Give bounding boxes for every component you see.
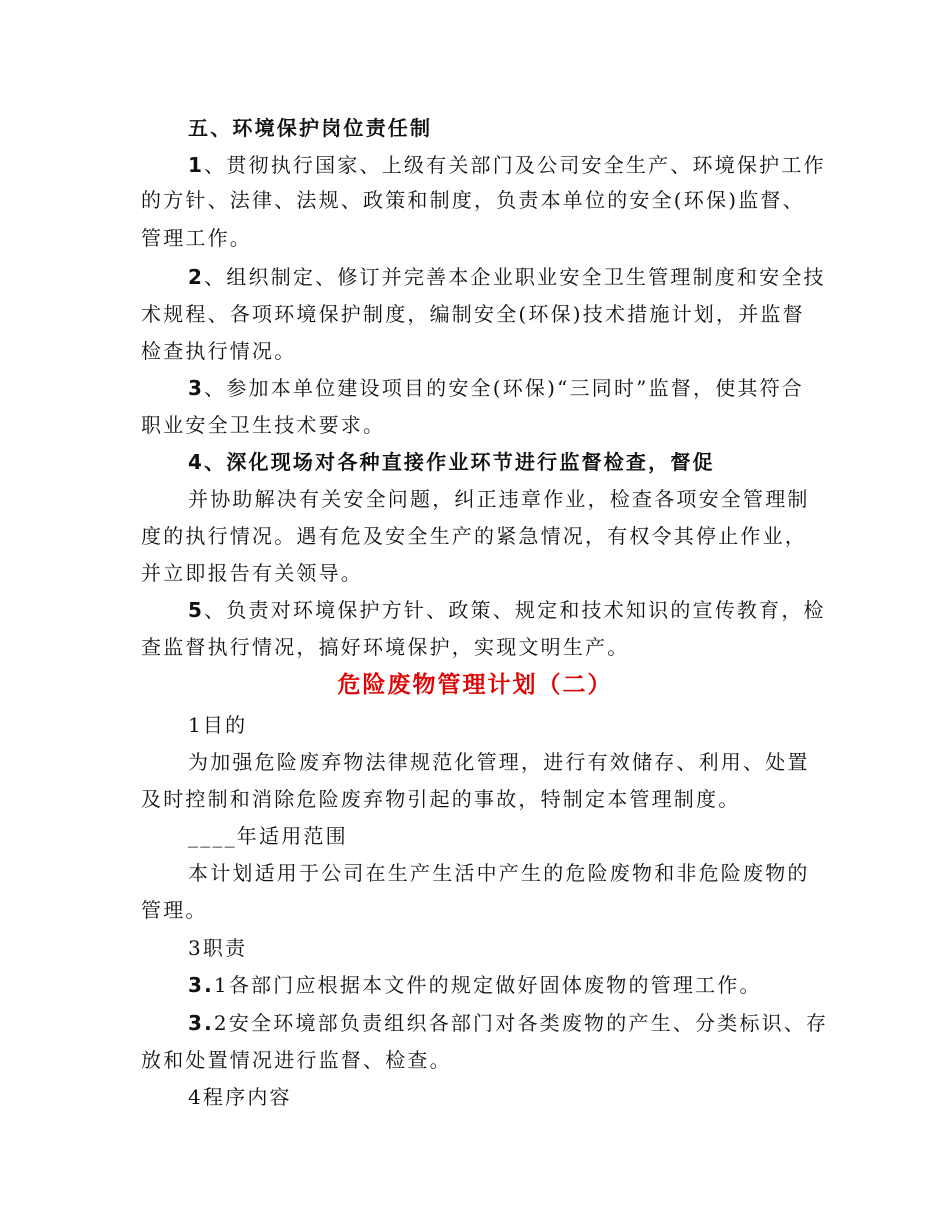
item-number: 5 — [188, 598, 205, 622]
section-heading: 3职责 — [188, 936, 248, 960]
item-text: 、组织制定、修订并完善本企业职业安全卫生管理制度和安全技 — [204, 265, 826, 289]
paragraph-line — [188, 376, 804, 400]
paragraph-line-bold: 4、深化现场对各种直接作业环节进行监督检查，督促 — [188, 450, 715, 474]
paragraph-line: 及时控制和消除危险废弃物引起的事故，特制定本管理制度。 — [141, 787, 741, 811]
clause-text: 1各部门应根据本文件的规定做好固体废物的管理工作。 — [213, 973, 762, 997]
paragraph-line: 管理。 — [141, 898, 208, 922]
clause-number: 3. — [188, 1011, 214, 1035]
paragraph-line: 术规程、各项环境保护制度，编制安全(环保)技术措施计划，并监督 — [141, 302, 805, 326]
section-heading: ____年适用范围 — [188, 824, 348, 848]
section-heading: 五、环境保护岗位责任制 — [188, 116, 433, 140]
paragraph-line: 的方针、法律、法规、政策和制度，负责本单位的安全(环保)监督、 — [141, 188, 805, 212]
item-text: 、参加本单位建设项目的安全(环保)“三同时”监督，使其符合 — [204, 376, 804, 400]
paragraph-line: 并协助解决有关安全问题，纠正违章作业，检查各项安全管理制 — [188, 487, 810, 511]
paragraph-line — [188, 598, 826, 622]
paragraph-line: 放和处置情况进行监督、检查。 — [141, 1048, 452, 1072]
paragraph-line — [188, 973, 762, 997]
item-text: 、贯彻执行国家、上级有关部门及公司安全生产、环境保护工作 — [204, 153, 826, 177]
paragraph-line: 为加强危险废弃物法律规范化管理，进行有效储存、利用、处置 — [188, 750, 810, 774]
item-number: 2 — [188, 265, 205, 289]
paragraph-line: 本计划适用于公司在生产生活中产生的危险废物和非危险废物的 — [188, 861, 810, 885]
paragraph-line — [188, 265, 826, 289]
section-heading: 4程序内容 — [188, 1085, 292, 1109]
clause-text: 2安全环境部负责组织各部门对各类废物的产生、分类标识、存 — [213, 1011, 829, 1035]
paragraph-line: 管理工作。 — [141, 226, 252, 250]
paragraph-line: 并立即报告有关领导。 — [141, 561, 363, 585]
item-number: 1 — [188, 153, 205, 177]
clause-number: 3. — [188, 973, 214, 997]
paragraph-line: 查监督执行情况，搞好环境保护，实现文明生产。 — [141, 635, 630, 659]
paragraph-line: 职业安全卫生技术要求。 — [141, 413, 386, 437]
paragraph-line — [188, 153, 826, 177]
item-number: 3 — [188, 376, 205, 400]
item-text: 、负责对环境保护方针、政策、规定和技术知识的宣传教育，检 — [204, 598, 826, 622]
paragraph-line: 度的执行情况。遇有危及安全生产的紧急情况，有权令其停止作业， — [141, 524, 807, 548]
section-heading: 1目的 — [188, 713, 248, 737]
paragraph-line — [188, 1011, 828, 1035]
paragraph-line: 检查执行情况。 — [141, 339, 297, 363]
document-title: 危险废物管理计划（二） — [337, 672, 613, 698]
